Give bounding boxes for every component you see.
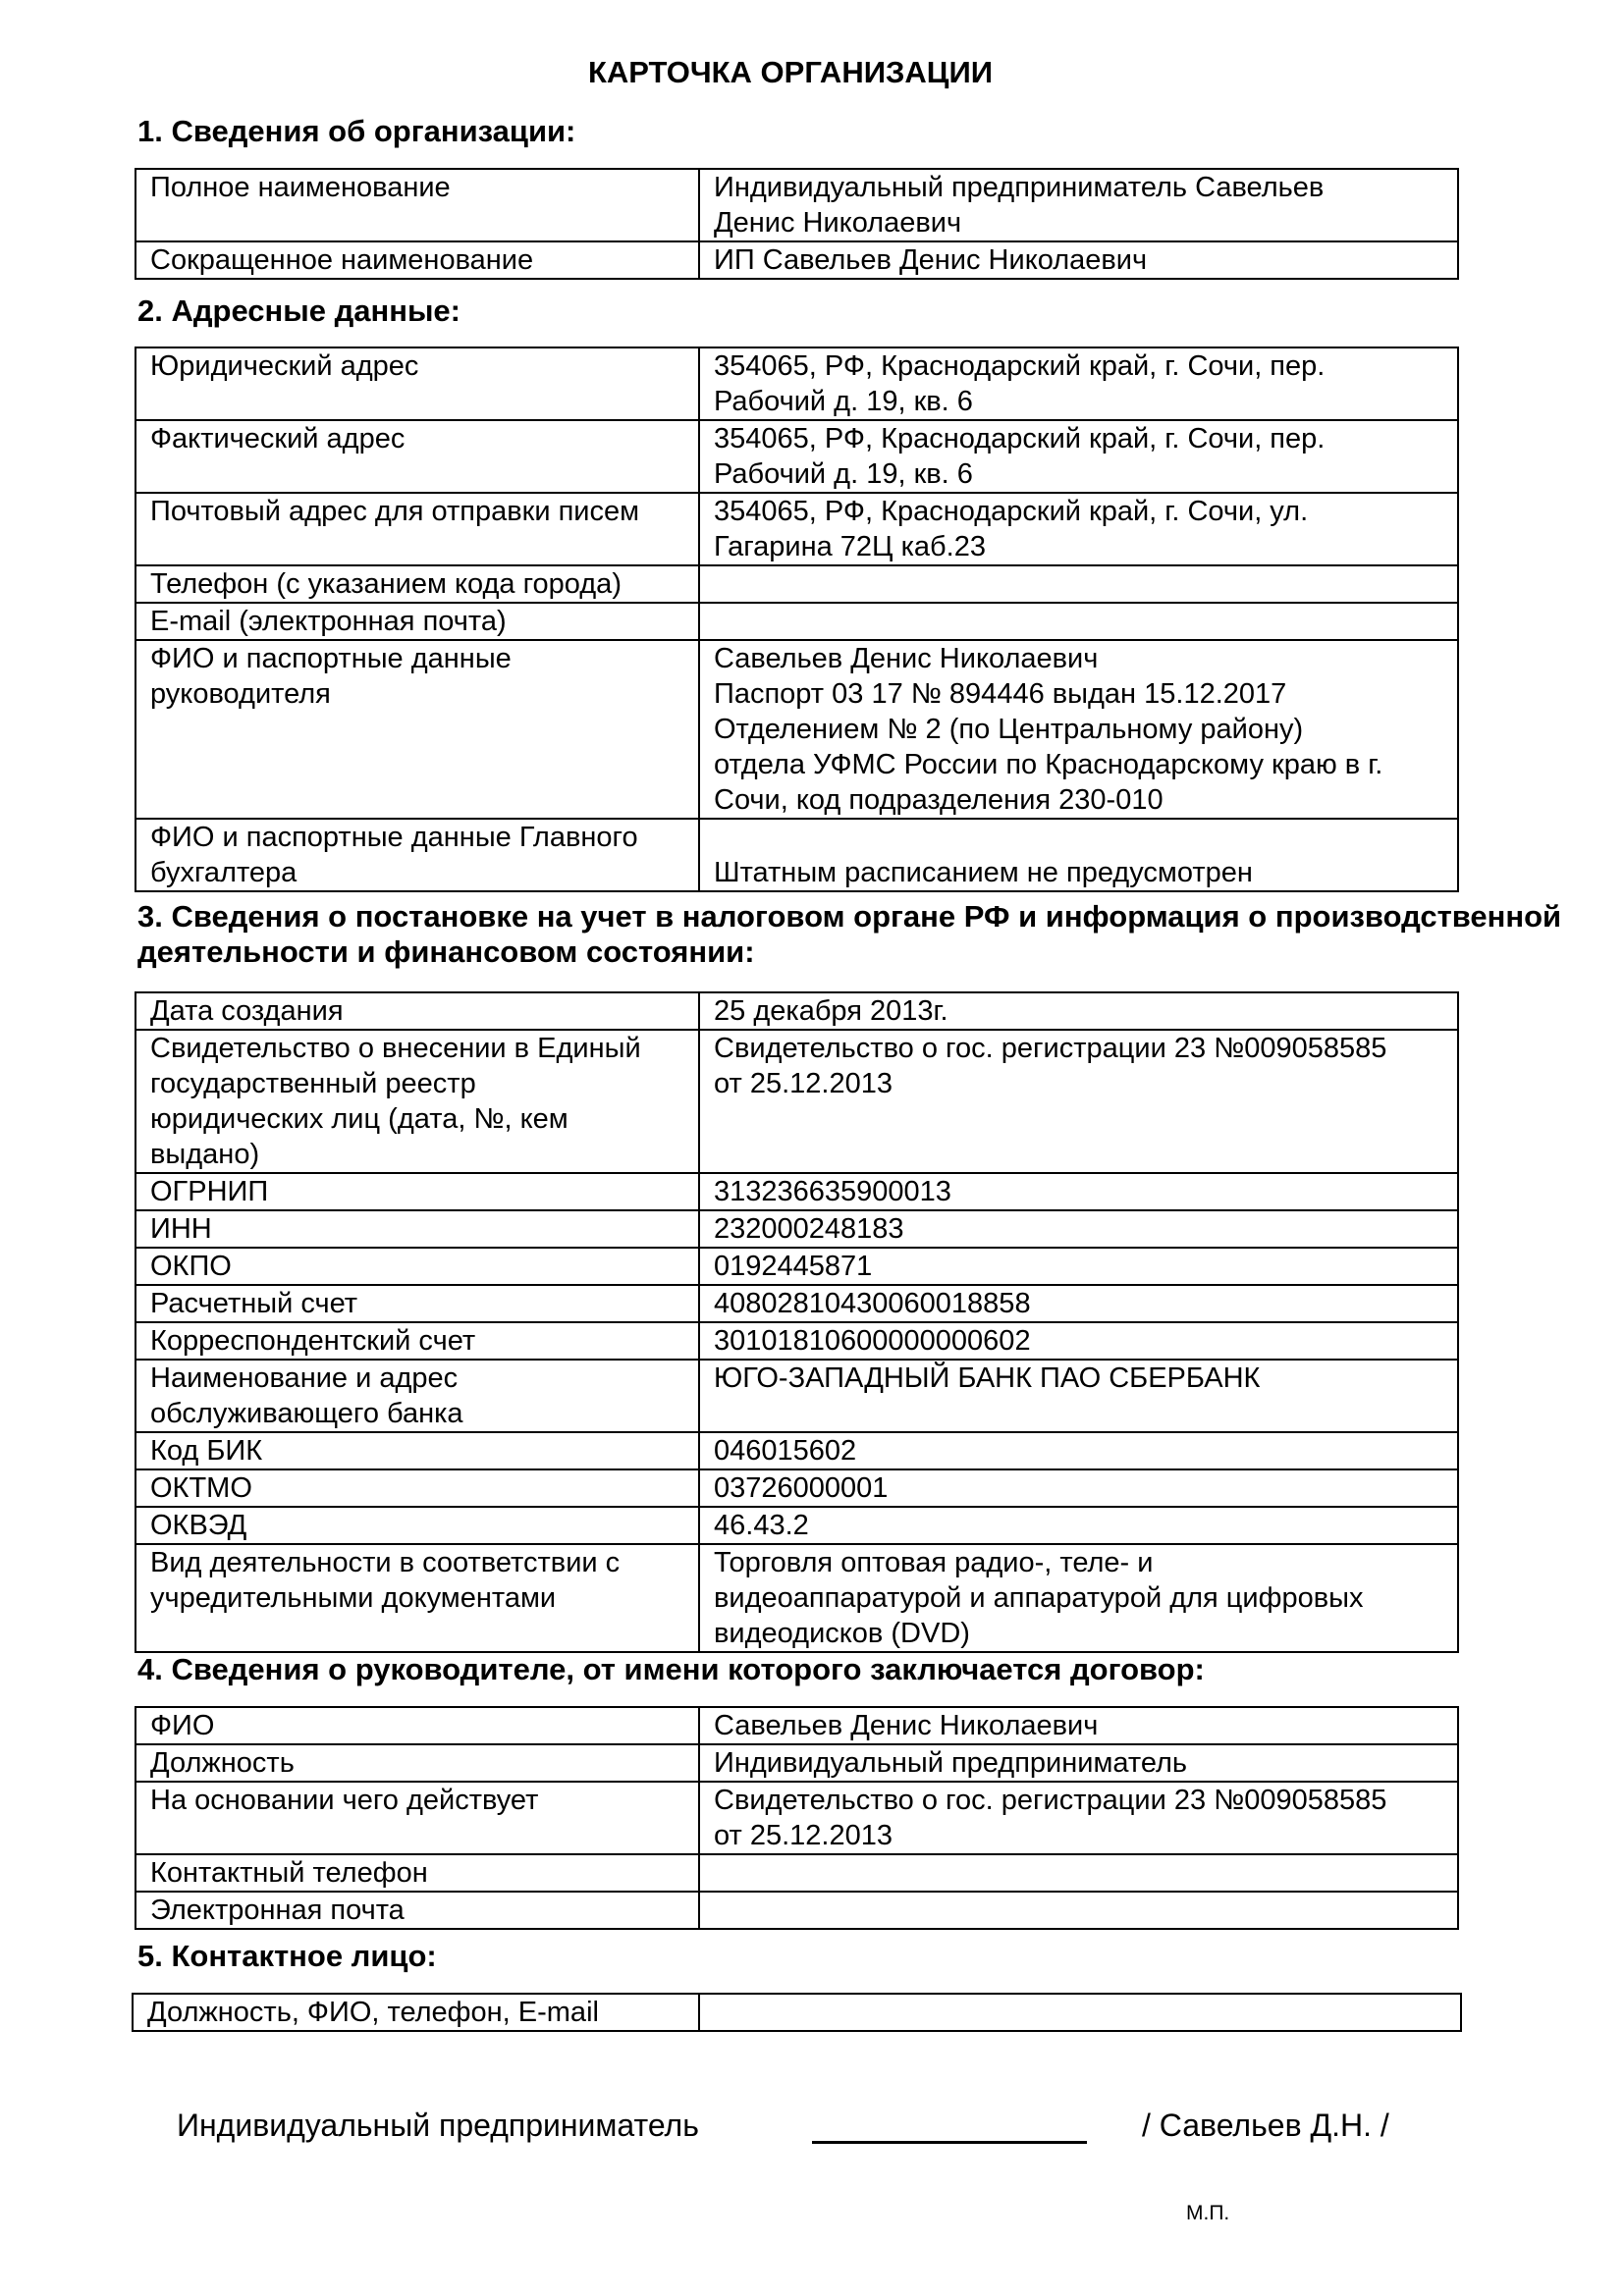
row-label: ОКПО — [135, 1248, 699, 1285]
row-value: 232000248183 — [699, 1210, 1458, 1248]
row-label: ФИО и паспортные данные Главного бухгалтера — [135, 819, 699, 891]
row-label: Наименование и адрес обслуживающего банка — [135, 1360, 699, 1432]
tax-registration-table — [135, 991, 1459, 1653]
table-row — [135, 1854, 1458, 1892]
row-label: Сокращенное наименование — [135, 241, 699, 279]
row-value: Свидетельство о гос. регистрации 23 №009058585 от 25.12.2013 — [699, 1030, 1458, 1173]
table-row — [135, 1173, 1458, 1210]
row-value — [699, 565, 1458, 603]
row-label: ОКВЭД — [135, 1507, 699, 1544]
row-value — [699, 1854, 1458, 1892]
row-value: 46.43.2 — [699, 1507, 1458, 1544]
table-row — [135, 1285, 1458, 1322]
row-value — [699, 1892, 1458, 1929]
row-label: Свидетельство о внесении в Единый государственный реестр юридических лиц (дата, №, кем выдано) — [135, 1030, 699, 1173]
row-value: 40802810430060018858 — [699, 1285, 1458, 1322]
row-value: Торговля оптовая радио-, теле- и видеоаппаратурой и аппаратурой для цифровых видеодисков (DVD) — [699, 1544, 1458, 1652]
section-heading-director: 4. Сведения о руководителе, от имени которого заключается договор: — [137, 1652, 1205, 1686]
row-label: Электронная почта — [135, 1892, 699, 1929]
row-value: 25 декабря 2013г. — [699, 992, 1458, 1030]
row-label: Дата создания — [135, 992, 699, 1030]
table-row — [135, 1707, 1458, 1744]
director-table — [135, 1706, 1459, 1930]
row-value: 0192445871 — [699, 1248, 1458, 1285]
table-row — [135, 1030, 1458, 1173]
contact-person-table — [132, 1993, 1462, 2032]
addresses-table — [135, 347, 1459, 892]
stamp-mark: М.П. — [1186, 2202, 1230, 2224]
row-value: 03726000001 — [699, 1469, 1458, 1507]
table-row — [135, 420, 1458, 493]
row-value: 313236635900013 — [699, 1173, 1458, 1210]
row-value: Индивидуальный предприниматель Савельев Денис Николаевич — [699, 169, 1458, 241]
table-row — [135, 1892, 1458, 1929]
row-label: ИНН — [135, 1210, 699, 1248]
section-heading-contact-person: 5. Контактное лицо: — [137, 1939, 437, 1973]
section-heading-addresses: 2. Адресные данные: — [137, 294, 460, 328]
row-value: 30101810600000000602 — [699, 1322, 1458, 1360]
table-row — [135, 1507, 1458, 1544]
row-label: На основании чего действует — [135, 1782, 699, 1854]
row-label: Полное наименование — [135, 169, 699, 241]
table-row — [135, 493, 1458, 565]
table-row — [133, 1994, 1461, 2031]
table-row — [135, 1322, 1458, 1360]
row-label: E-mail (электронная почта) — [135, 603, 699, 640]
row-value — [699, 603, 1458, 640]
row-label: Вид деятельности в соответствии с учредительными документами — [135, 1544, 699, 1652]
document-title: КАРТОЧКА ОРГАНИЗАЦИИ — [587, 55, 994, 89]
table-row — [135, 347, 1458, 420]
signer-position: Индивидуальный предприниматель — [177, 2108, 699, 2143]
row-label: ОКТМО — [135, 1469, 699, 1507]
table-row — [135, 1782, 1458, 1854]
organization-table — [135, 168, 1459, 280]
table-row — [135, 1469, 1458, 1507]
row-label: ОГРНИП — [135, 1173, 699, 1210]
row-value: 354065, РФ, Краснодарский край, г. Сочи, пер. Рабочий д. 19, кв. 6 — [699, 347, 1458, 420]
row-value — [699, 1994, 1461, 2031]
row-label: Почтовый адрес для отправки писем — [135, 493, 699, 565]
row-value: Штатным расписанием не предусмотрен — [699, 819, 1458, 891]
row-label: Фактический адрес — [135, 420, 699, 493]
row-value: 354065, РФ, Краснодарский край, г. Сочи, ул. Гагарина 72Ц каб.23 — [699, 493, 1458, 565]
row-value: ЮГО-ЗАПАДНЫЙ БАНК ПАО СБЕРБАНК — [699, 1360, 1458, 1432]
table-row — [135, 819, 1458, 891]
table-row — [135, 1744, 1458, 1782]
table-row — [135, 1248, 1458, 1285]
row-value: Индивидуальный предприниматель — [699, 1744, 1458, 1782]
row-label: Юридический адрес — [135, 347, 699, 420]
row-label: Код БИК — [135, 1432, 699, 1469]
table-row — [135, 1360, 1458, 1432]
row-label: Контактный телефон — [135, 1854, 699, 1892]
row-label: ФИО и паспортные данные руководителя — [135, 640, 699, 819]
row-value: 046015602 — [699, 1432, 1458, 1469]
table-row — [135, 169, 1458, 241]
table-row — [135, 565, 1458, 603]
row-label: Должность, ФИО, телефон, E-mail — [133, 1994, 699, 2031]
table-row — [135, 1544, 1458, 1652]
signer-name: / Савельев Д.Н. / — [1142, 2108, 1389, 2143]
table-row — [135, 1210, 1458, 1248]
signature-line — [812, 2141, 1087, 2144]
table-row — [135, 603, 1458, 640]
row-label: Расчетный счет — [135, 1285, 699, 1322]
table-row — [135, 1432, 1458, 1469]
table-row — [135, 992, 1458, 1030]
row-value: ИП Савельев Денис Николаевич — [699, 241, 1458, 279]
row-label: Должность — [135, 1744, 699, 1782]
row-value: 354065, РФ, Краснодарский край, г. Сочи, пер. Рабочий д. 19, кв. 6 — [699, 420, 1458, 493]
section-heading-organization: 1. Сведения об организации: — [137, 114, 576, 148]
row-value: Свидетельство о гос. регистрации 23 №009058585 от 25.12.2013 — [699, 1782, 1458, 1854]
row-label: Корреспондентский счет — [135, 1322, 699, 1360]
section-heading-tax-registration: 3. Сведения о постановке на учет в налоговом органе РФ и информация о производственной деятельности и финансовом состоянии: — [137, 899, 1562, 969]
row-label: Телефон (с указанием кода города) — [135, 565, 699, 603]
row-value: Савельев Денис Николаевич — [699, 1707, 1458, 1744]
row-value: Савельев Денис Николаевич Паспорт 03 17 № 894446 выдан 15.12.2017 Отделением № 2 (по Центральному району) отдела УФМС России по Краснодарскому краю в г. Сочи, код подразделения 230-010 — [699, 640, 1458, 819]
table-row — [135, 241, 1458, 279]
row-label: ФИО — [135, 1707, 699, 1744]
table-row — [135, 640, 1458, 819]
